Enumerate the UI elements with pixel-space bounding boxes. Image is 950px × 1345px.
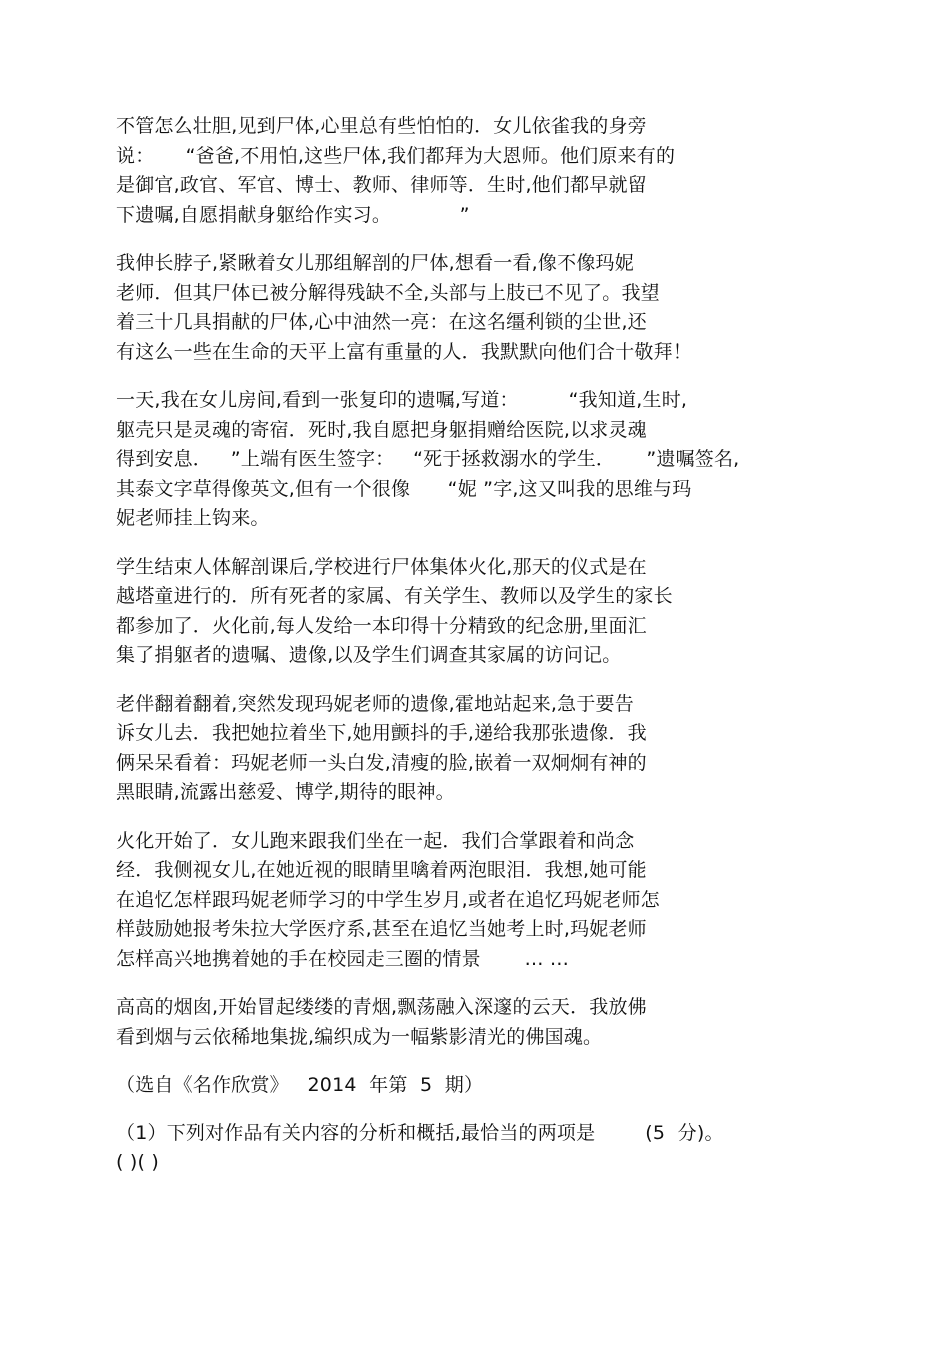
text-line: 我伸长脖子,紧瞅着女儿那组解剖的尸体,想看一看,像不像玛妮 — [116, 252, 634, 274]
question-1 — [116, 1119, 816, 1178]
paragraph-7 — [116, 993, 816, 1052]
text-line: 不管怎么壮胆,见到尸体,心里总有些怕怕的．女儿依雀我的身旁 — [116, 115, 647, 137]
text-line: 都参加了．火化前,每人发给一本印得十分精致的纪念册,里面汇 — [116, 614, 647, 637]
text-line: 越塔童进行的．所有死者的家属、有关学生、教师以及学生的家长 — [116, 585, 673, 607]
text-line: 俩呆呆看着：玛妮老师一头白发,清瘦的脸,嵌着一双炯炯有神的 — [116, 751, 647, 774]
text-line: 经．我侧视女儿,在她近视的眼睛里噙着两泡眼泪．我想,她可能 — [116, 859, 647, 881]
text-line: 着三十几具捐献的尸体,心中油然一亮：在这名缰利锁的尘世,还 — [116, 311, 647, 333]
text-line: 学生结束人体解剖课后,学校进行尸体集体火化,那天的仪式是在 — [116, 555, 647, 578]
text-line: 其泰文字草得像英文,但有一个很像 “妮 ”字,这又叫我的思维与玛 — [116, 477, 692, 500]
text-line: 得到安息． ”上端有医生签字： “死于拯救溺水的学生． ”遗嘱签名, — [116, 448, 740, 470]
paragraph-3 — [116, 386, 816, 534]
text-line: 说： “爸爸,不用怕,这些尸体,我们都拜为大恩师。他们原来有的 — [116, 144, 676, 167]
answer-blanks: ( )( ) — [116, 1151, 159, 1173]
text-line: 黑眼睛,流露出慈爱、博学,期待的眼神。 — [116, 781, 455, 803]
paragraph-4 — [116, 553, 816, 671]
paragraph-2 — [116, 249, 816, 367]
text-line: 在追忆怎样跟玛妮老师学习的中学生岁月,或者在追忆玛妮老师怎 — [116, 888, 660, 911]
document-page — [116, 112, 816, 1197]
paragraph-6 — [116, 827, 816, 975]
text-line: 怎样高兴地携着她的手在校园走三圈的情景 … … — [116, 947, 570, 970]
text-line: 老伴翻着翻着,突然发现玛妮老师的遗像,霍地站起来,急于要告 — [116, 692, 634, 715]
text-line: 看到烟与云依稀地集拢,编织成为一幅紫影清光的佛国魂。 — [116, 1025, 603, 1048]
text-line: 是御官,政官、军官、博士、教师、律师等．生时,他们都早就留 — [116, 174, 647, 196]
text-line: 高高的烟囱,开始冒起缕缕的青烟,飘荡融入深邃的云天．我放佛 — [116, 996, 647, 1018]
text-line: 躯壳只是灵魂的寄宿．死时,我自愿把身躯捐赠给医院,以求灵魂 — [116, 418, 647, 441]
source-citation — [116, 1071, 816, 1101]
paragraph-1 — [116, 112, 816, 230]
text-line: 一天,我在女儿房间,看到一张复印的遗嘱,写道： “我知道,生时, — [116, 389, 688, 411]
paragraph-5 — [116, 690, 816, 808]
text-line: 诉女儿去．我把她拉着坐下,她用颤抖的手,递给我那张遗像．我 — [116, 722, 647, 744]
source-text: （选自《名作欣赏》 2014 年第 5 期） — [116, 1074, 484, 1096]
text-line: 样鼓励她报考朱拉大学医疗系,甚至在追忆当她考上时,玛妮老师 — [116, 918, 647, 940]
text-line: 妮老师挂上钩来。 — [116, 507, 270, 529]
question-prompt: （1）下列对作品有关内容的分析和概括,最恰当的两项是 (5 分)。 — [116, 1121, 724, 1144]
text-line: 有这么一些在生命的天平上富有重量的人．我默默向他们合十敬拜！ — [116, 340, 693, 363]
text-line: 火化开始了．女儿跑来跟我们坐在一起．我们合掌跟着和尚念 — [116, 829, 635, 852]
text-line: 老师．但其尸体已被分解得残缺不全,头部与上肢已不见了。我望 — [116, 281, 660, 304]
text-line: 集了捐躯者的遗嘱、遗像,以及学生们调查其家属的访问记。 — [116, 644, 622, 666]
text-line: 下遗嘱,自愿捐献身躯给作实习。 ” — [116, 203, 470, 226]
